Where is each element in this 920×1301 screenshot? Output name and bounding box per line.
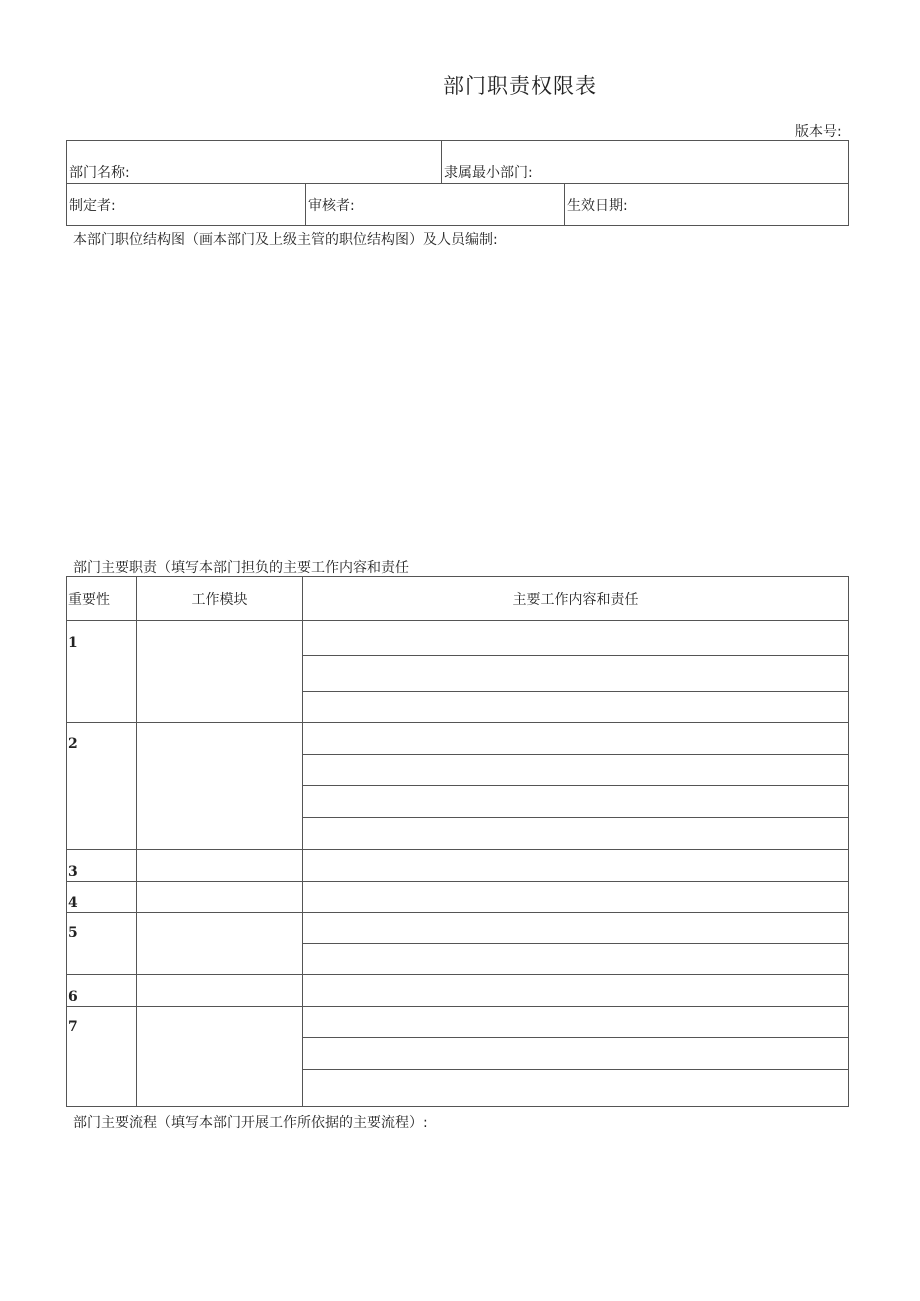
content-cell[interactable]	[303, 975, 849, 1007]
content-cell[interactable]	[303, 1038, 849, 1070]
parent-dept-field[interactable]: 隶属最小部门:	[442, 141, 849, 184]
module-cell[interactable]	[137, 882, 303, 913]
header-importance: 重要性	[67, 577, 137, 621]
duties-table	[66, 576, 849, 1107]
duties-section-label: 部门主要职责（填写本部门担负的主要工作内容和责任	[73, 560, 409, 576]
info-table	[66, 140, 849, 226]
content-cell[interactable]	[303, 755, 849, 786]
row-number: 1	[67, 621, 137, 723]
effective-date-field[interactable]: 生效日期:	[565, 184, 849, 226]
content-cell[interactable]	[303, 913, 849, 944]
row-number: 2	[67, 723, 137, 850]
header-module: 工作模块	[137, 577, 303, 621]
content-cell[interactable]	[303, 656, 849, 692]
version-label: 版本号:	[795, 124, 842, 140]
content-cell[interactable]	[303, 850, 849, 882]
module-cell[interactable]	[137, 913, 303, 975]
page-title: 部门职责权限表	[443, 74, 597, 98]
row-number: 7	[67, 1007, 137, 1107]
module-cell[interactable]	[137, 975, 303, 1007]
module-cell[interactable]	[137, 1007, 303, 1107]
content-cell[interactable]	[303, 692, 849, 723]
content-cell[interactable]	[303, 818, 849, 850]
dept-name-field[interactable]: 部门名称:	[67, 141, 442, 184]
process-area[interactable]	[66, 1135, 848, 1275]
content-cell[interactable]	[303, 1070, 849, 1107]
row-number: 4	[67, 882, 137, 913]
content-cell[interactable]	[303, 621, 849, 656]
content-cell[interactable]	[303, 1007, 849, 1038]
row-number: 5	[67, 913, 137, 975]
row-number: 3	[67, 850, 137, 882]
header-content: 主要工作内容和责任	[303, 577, 849, 621]
reviewer-field[interactable]: 审核者:	[306, 184, 565, 226]
content-cell[interactable]	[303, 882, 849, 913]
module-cell[interactable]	[137, 723, 303, 850]
module-cell[interactable]	[137, 621, 303, 723]
author-field[interactable]: 制定者:	[67, 184, 306, 226]
structure-section-label: 本部门职位结构图（画本部门及上级主管的职位结构图）及人员编制:	[73, 232, 498, 248]
structure-chart-area[interactable]	[66, 250, 848, 550]
process-section-label: 部门主要流程（填写本部门开展工作所依据的主要流程）:	[73, 1115, 428, 1131]
content-cell[interactable]	[303, 723, 849, 755]
content-cell[interactable]	[303, 944, 849, 975]
module-cell[interactable]	[137, 850, 303, 882]
row-number: 6	[67, 975, 137, 1007]
content-cell[interactable]	[303, 786, 849, 818]
